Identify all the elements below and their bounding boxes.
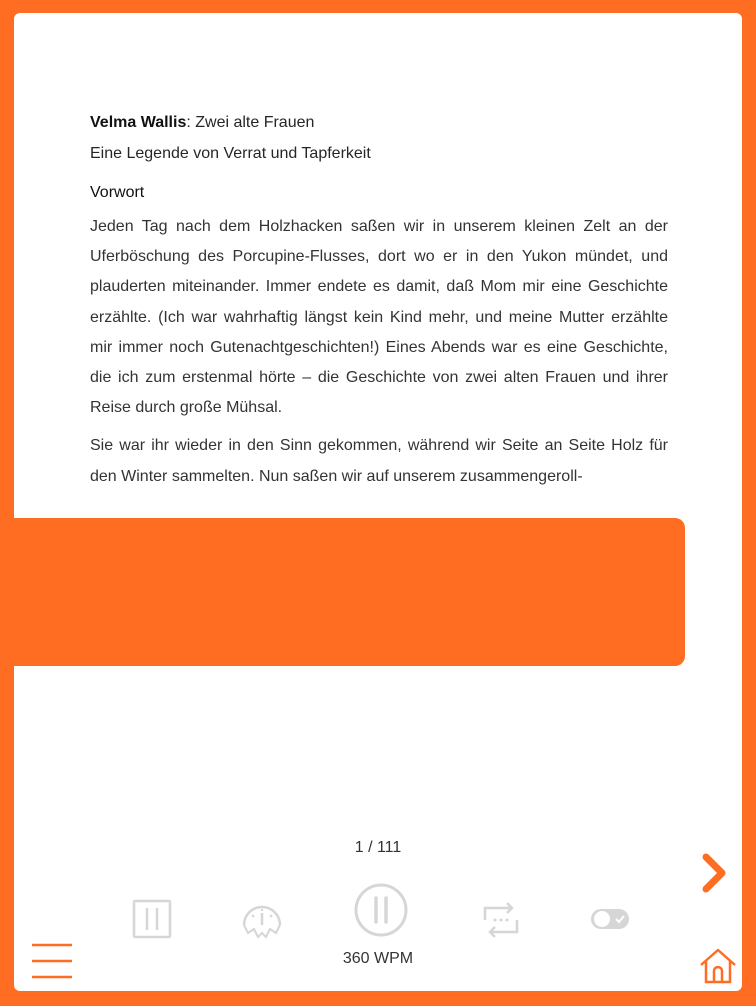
columns-icon: [132, 899, 172, 939]
reader-page: [14, 13, 742, 991]
book-heading: [90, 107, 668, 138]
repeat-button[interactable]: [480, 899, 522, 941]
section-title: Vorwort: [90, 184, 145, 201]
home-button[interactable]: [696, 945, 740, 987]
speed-settings-button[interactable]: [238, 897, 286, 945]
toggle-icon: [590, 907, 630, 931]
paragraph: Jeden Tag nach dem Holzhacken saßen wir in unserem kleinen Zelt an der Uferböschung des Porcupine-Flusses, dort wo er in den Yukon mündet, und plauderten miteinander. Immer endete es damit, daß Mom mir eine Geschichte erzählte. (Ich war wahrhaftig längst kein Kind mehr, und meine Mutter erzählte mir immer noch Gutenachtgeschichten!) Eines Abends war es eine Geschichte, die ich zum erstenmal hörte – die Geschichte von zwei alten Frauen und ihrer Reise durch große Mühsal.: [90, 218, 668, 417]
home-icon: [698, 947, 738, 985]
book-author: Velma Wallis: [90, 114, 187, 131]
columns-button[interactable]: [130, 897, 174, 941]
mode-toggle[interactable]: [588, 905, 632, 933]
speedometer-icon: [240, 899, 284, 943]
page-indicator: 1 / 111: [354, 839, 402, 856]
chevron-right-icon: [700, 853, 728, 893]
pause-button[interactable]: [352, 881, 410, 939]
reading-focus-overlay: [14, 518, 685, 666]
next-page-button[interactable]: [694, 851, 734, 895]
pause-icon: [353, 882, 409, 938]
book-title: Zwei alte Frauen: [195, 114, 315, 131]
book-subtitle: Eine Legende von Verrat und Tapferkeit: [90, 145, 371, 162]
reading-speed: 360 WPM: [342, 950, 414, 967]
paragraph: Sie war ihr wieder in den Sinn gekommen, während wir Seite an Seite Holz für den Winter sammelten. Nun saßen wir auf unserem zusammengeroll-: [90, 437, 668, 485]
book-text: [90, 107, 668, 500]
repeat-icon: [481, 900, 521, 940]
title-separator: :: [186, 114, 196, 131]
